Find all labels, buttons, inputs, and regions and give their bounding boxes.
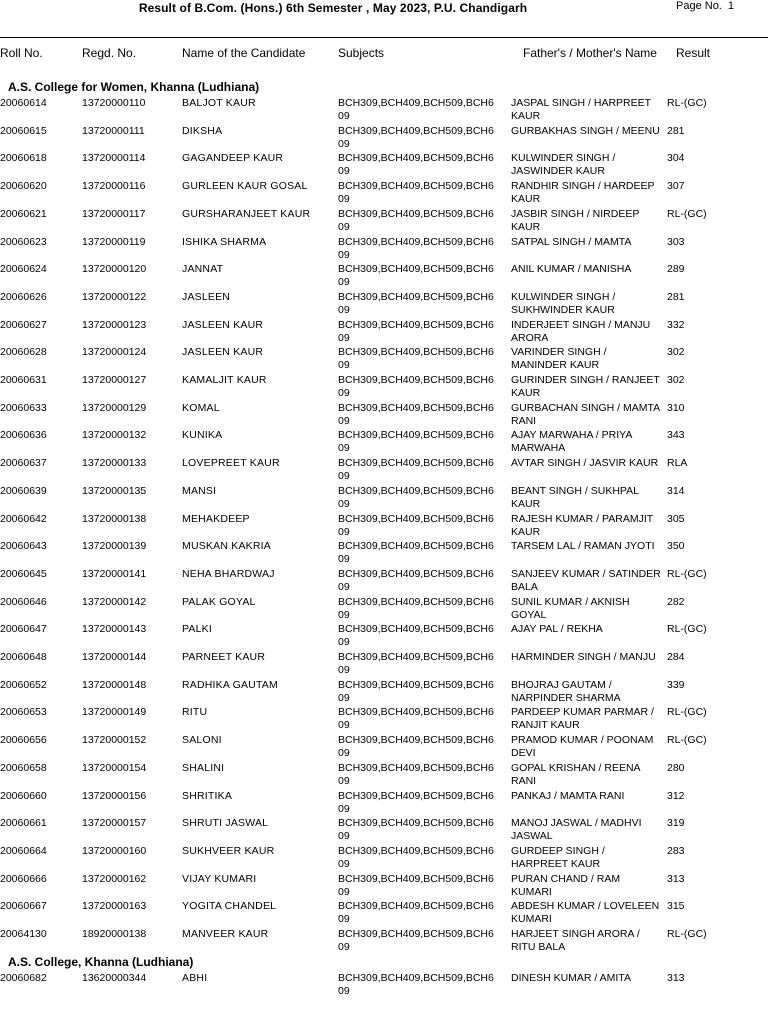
result-cell: 302 xyxy=(667,374,685,386)
table-row xyxy=(0,972,768,1000)
result-cell: 319 xyxy=(667,817,685,830)
parents-name-cell: KULWINDER SINGH / SUKHWINDER KAUR xyxy=(511,290,616,316)
result-cell: 289 xyxy=(667,263,685,276)
table-row xyxy=(0,374,768,402)
parents-name-cell: JASPAL SINGH / HARPREET KAUR xyxy=(511,97,651,122)
candidate-name-cell: MANVEER KAUR xyxy=(182,928,269,940)
subjects-cell: BCH309,BCH409,BCH509,BCH609 xyxy=(338,401,494,427)
table-row xyxy=(0,208,768,236)
roll-number-cell: 20060682 xyxy=(0,972,47,984)
result-cell: 282 xyxy=(667,595,685,608)
table-row xyxy=(0,706,768,734)
result-cell: 350 xyxy=(667,540,685,553)
parents-name-cell: RANDHIR SINGH / HARDEEP KAUR xyxy=(511,180,655,206)
candidate-name-cell: GURSHARANJEET KAUR xyxy=(182,207,311,220)
regd-number-cell: 13720000129 xyxy=(82,401,147,414)
subjects-cell: BCH309,BCH409,BCH509,BCH609 xyxy=(338,706,494,732)
roll-number-cell: 20060620 xyxy=(0,180,47,193)
subjects-cell: BCH309,BCH409,BCH509,BCH609 xyxy=(338,928,494,953)
result-cell: 332 xyxy=(667,318,685,331)
roll-number-cell: 20060623 xyxy=(0,235,47,248)
subjects-cell: BCH309,BCH409,BCH509,BCH609 xyxy=(338,734,494,760)
column-header-subjects: Subjects xyxy=(338,46,385,60)
roll-number-cell: 20060628 xyxy=(0,346,47,359)
candidate-name-cell: LOVEPREET KAUR xyxy=(182,457,280,470)
subjects-cell: BCH309,BCH409,BCH509,BCH609 xyxy=(338,872,494,898)
candidate-name-cell: BALJOT KAUR xyxy=(182,97,256,109)
table-row xyxy=(0,125,768,153)
roll-number-cell: 20060661 xyxy=(0,817,47,830)
roll-number-cell: 20060618 xyxy=(0,152,47,165)
table-row xyxy=(0,540,768,568)
roll-number-cell: 20060645 xyxy=(0,567,47,580)
regd-number-cell: 13720000138 xyxy=(82,512,147,525)
roll-number-cell: 20060660 xyxy=(0,789,47,802)
table-row xyxy=(0,346,768,374)
result-cell: RL-(GC) xyxy=(667,734,707,747)
parents-name-cell: PARDEEP KUMAR PARMAR / RANJIT KAUR xyxy=(511,706,654,732)
roll-number-cell: 20060637 xyxy=(0,457,47,470)
roll-number-cell: 20060646 xyxy=(0,595,47,608)
regd-number-cell: 13720000114 xyxy=(82,152,146,165)
result-cell: 315 xyxy=(667,900,685,913)
table-row xyxy=(0,263,768,291)
regd-number-cell: 13720000156 xyxy=(82,789,147,802)
table-row xyxy=(0,457,768,485)
table-row xyxy=(0,928,768,956)
regd-number-cell: 13720000116 xyxy=(82,180,146,193)
candidate-name-cell: ISHIKA SHARMA xyxy=(182,235,267,248)
parents-name-cell: MANOJ JASWAL / MADHVI JASWAL xyxy=(511,817,642,843)
subjects-cell: BCH309,BCH409,BCH509,BCH609 xyxy=(338,429,494,455)
page-title: Result of B.Com. (Hons.) 6th Semester , May 2023, P.U. Chandigarh xyxy=(138,1,528,15)
roll-number-cell: 20060631 xyxy=(0,374,47,386)
result-cell: 312 xyxy=(667,789,685,802)
subjects-cell: BCH309,BCH409,BCH509,BCH609 xyxy=(338,817,494,843)
result-cell: RL-(GC) xyxy=(667,207,707,220)
parents-name-cell: JASBIR SINGH / NIRDEEP KAUR xyxy=(511,207,640,233)
subjects-cell: BCH309,BCH409,BCH509,BCH609 xyxy=(338,124,494,150)
regd-number-cell: 13720000120 xyxy=(82,263,147,276)
header-rule xyxy=(0,37,768,38)
subjects-cell: BCH309,BCH409,BCH509,BCH609 xyxy=(338,972,494,997)
roll-number-cell: 20060664 xyxy=(0,844,47,857)
regd-number-cell: 13720000117 xyxy=(82,207,146,220)
column-header-candidate-name: Name of the Candidate xyxy=(182,46,306,60)
parents-name-cell: BHOJRAJ GAUTAM / NARPINDER SHARMA xyxy=(511,678,621,704)
table-row xyxy=(0,651,768,679)
column-header-roll-no: Roll No. xyxy=(0,46,43,60)
result-cell: 281 xyxy=(667,124,685,137)
table-row xyxy=(0,180,768,208)
parents-name-cell: GURBAKHAS SINGH / MEENU xyxy=(511,124,660,137)
candidate-name-cell: KUNIKA xyxy=(182,429,223,442)
parents-name-cell: HARMINDER SINGH / MANJU xyxy=(511,651,656,663)
candidate-name-cell: JASLEEN KAUR xyxy=(182,318,264,331)
candidate-name-cell: MEHAKDEEP xyxy=(182,512,250,525)
roll-number-cell: 20060653 xyxy=(0,706,47,719)
subjects-cell: BCH309,BCH409,BCH509,BCH609 xyxy=(338,651,494,676)
roll-number-cell: 20060642 xyxy=(0,512,47,525)
subjects-cell: BCH309,BCH409,BCH509,BCH609 xyxy=(338,595,494,621)
candidate-name-cell: SUKHVEER KAUR xyxy=(182,844,275,857)
regd-number-cell: 13720000132 xyxy=(82,429,147,442)
table-row xyxy=(0,596,768,624)
candidate-name-cell: PALKI xyxy=(182,623,212,636)
parents-name-cell: INDERJEET SINGH / MANJU ARORA xyxy=(511,318,651,344)
parents-name-cell: PANKAJ / MAMTA RANI xyxy=(511,789,625,802)
subjects-cell: BCH309,BCH409,BCH509,BCH609 xyxy=(338,152,494,178)
table-row xyxy=(0,679,768,707)
result-cell: 307 xyxy=(667,180,685,193)
table-row xyxy=(0,762,768,790)
subjects-cell: BCH309,BCH409,BCH509,BCH609 xyxy=(338,263,494,289)
result-cell: 305 xyxy=(667,512,685,525)
table-row xyxy=(0,790,768,818)
candidate-name-cell: MANSI xyxy=(182,484,217,497)
regd-number-cell: 13720000122 xyxy=(82,290,147,303)
candidate-name-cell: SHRITIKA xyxy=(182,789,233,802)
regd-number-cell: 13720000160 xyxy=(82,844,147,857)
parents-name-cell: GURDEEP SINGH / HARPREET KAUR xyxy=(511,844,605,870)
parents-name-cell: ANIL KUMAR / MANISHA xyxy=(511,263,632,276)
candidate-name-cell: MUSKAN KAKRIA xyxy=(182,540,271,553)
regd-number-cell: 13720000154 xyxy=(82,761,147,774)
regd-number-cell: 13720000162 xyxy=(82,872,147,885)
parents-name-cell: AVTAR SINGH / JASVIR KAUR xyxy=(511,457,659,470)
parents-name-cell: SUNIL KUMAR / AKNISH GOYAL xyxy=(511,595,630,621)
candidate-name-cell: SHALINI xyxy=(182,761,225,774)
subjects-cell: BCH309,BCH409,BCH509,BCH609 xyxy=(338,318,494,344)
result-cell: 302 xyxy=(667,346,685,359)
candidate-name-cell: JASLEEN KAUR xyxy=(182,346,264,359)
parents-name-cell: SATPAL SINGH / MAMTA xyxy=(511,235,632,248)
parents-name-cell: GURBACHAN SINGH / MAMTA RANI xyxy=(511,401,660,427)
regd-number-cell: 13720000163 xyxy=(82,900,147,913)
candidate-name-cell: GAGANDEEP KAUR xyxy=(182,152,284,165)
table-row xyxy=(0,429,768,457)
table-row xyxy=(0,97,768,125)
table-row xyxy=(0,319,768,347)
result-cell: 313 xyxy=(667,972,685,984)
candidate-name-cell: VIJAY KUMARI xyxy=(182,872,257,885)
candidate-name-cell: KOMAL xyxy=(182,401,220,414)
regd-number-cell: 13620000344 xyxy=(82,972,147,984)
parents-name-cell: KULWINDER SINGH / JASWINDER KAUR xyxy=(511,152,616,178)
candidate-name-cell: KAMALJIT KAUR xyxy=(182,374,267,386)
regd-number-cell: 13720000111 xyxy=(82,124,145,137)
subjects-cell: BCH309,BCH409,BCH509,BCH609 xyxy=(338,180,494,206)
regd-number-cell: 13720000144 xyxy=(82,651,147,663)
regd-number-cell: 13720000148 xyxy=(82,678,147,691)
roll-number-cell: 20060636 xyxy=(0,429,47,442)
table-row xyxy=(0,513,768,541)
roll-number-cell: 20060627 xyxy=(0,318,47,331)
regd-number-cell: 13720000127 xyxy=(82,374,147,386)
roll-number-cell: 20060621 xyxy=(0,207,47,220)
result-cell: 343 xyxy=(667,429,685,442)
parents-name-cell: AJAY MARWAHA / PRIYA MARWAHA xyxy=(511,429,632,455)
subjects-cell: BCH309,BCH409,BCH509,BCH609 xyxy=(338,374,494,399)
regd-number-cell: 13720000141 xyxy=(82,567,147,580)
column-header-parents-name: Father's / Mother's Name xyxy=(523,46,657,60)
result-cell: RL-(GC) xyxy=(667,97,707,109)
roll-number-cell: 20060614 xyxy=(0,97,47,109)
result-cell: 339 xyxy=(667,678,685,691)
regd-number-cell: 13720000152 xyxy=(82,734,147,747)
table-row xyxy=(0,485,768,513)
parents-name-cell: AJAY PAL / REKHA xyxy=(511,623,603,636)
roll-number-cell: 20060633 xyxy=(0,401,47,414)
candidate-name-cell: PARNEET KAUR xyxy=(182,651,266,663)
regd-number-cell: 13720000133 xyxy=(82,457,147,470)
regd-number-cell: 13720000142 xyxy=(82,595,147,608)
parents-name-cell: TARSEM LAL / RAMAN JYOTI xyxy=(511,540,655,553)
table-row xyxy=(0,623,768,651)
roll-number-cell: 20060639 xyxy=(0,484,47,497)
college-heading: A.S. College, Khanna (Ludhiana) xyxy=(8,955,194,969)
candidate-name-cell: GURLEEN KAUR GOSAL xyxy=(182,180,308,193)
result-cell: 304 xyxy=(667,152,685,165)
parents-name-cell: HARJEET SINGH ARORA / RITU BALA xyxy=(511,928,640,953)
roll-number-cell: 20060624 xyxy=(0,263,47,276)
result-cell: 313 xyxy=(667,872,685,885)
subjects-cell: BCH309,BCH409,BCH509,BCH609 xyxy=(338,512,494,538)
roll-number-cell: 20060652 xyxy=(0,678,47,691)
subjects-cell: BCH309,BCH409,BCH509,BCH609 xyxy=(338,484,494,510)
subjects-cell: BCH309,BCH409,BCH509,BCH609 xyxy=(338,761,494,787)
subjects-cell: BCH309,BCH409,BCH509,BCH609 xyxy=(338,623,494,649)
subjects-cell: BCH309,BCH409,BCH509,BCH609 xyxy=(338,789,494,815)
candidate-name-cell: JASLEEN xyxy=(182,290,231,303)
result-cell: RL-(GC) xyxy=(667,623,707,636)
subjects-cell: BCH309,BCH409,BCH509,BCH609 xyxy=(338,678,494,704)
candidate-name-cell: RITU xyxy=(182,706,208,719)
result-cell: RLA xyxy=(667,457,688,470)
table-row xyxy=(0,236,768,264)
table-row xyxy=(0,900,768,928)
column-header-result: Result xyxy=(676,46,711,60)
college-heading: A.S. College for Women, Khanna (Ludhiana) xyxy=(8,80,260,94)
roll-number-cell: 20060647 xyxy=(0,623,47,636)
roll-number-cell: 20064130 xyxy=(0,928,47,940)
result-cell: RL-(GC) xyxy=(667,706,707,719)
result-cell: 281 xyxy=(667,290,685,303)
table-row xyxy=(0,734,768,762)
roll-number-cell: 20060626 xyxy=(0,290,47,303)
column-header-regd-no: Regd. No. xyxy=(82,46,137,60)
candidate-name-cell: NEHA BHARDWAJ xyxy=(182,567,275,580)
subjects-cell: BCH309,BCH409,BCH509,BCH609 xyxy=(338,540,494,566)
candidate-name-cell: ABHI xyxy=(182,972,208,984)
subjects-cell: BCH309,BCH409,BCH509,BCH609 xyxy=(338,346,494,372)
regd-number-cell: 13720000139 xyxy=(82,540,147,553)
subjects-cell: BCH309,BCH409,BCH509,BCH609 xyxy=(338,235,494,261)
roll-number-cell: 20060615 xyxy=(0,124,47,137)
regd-number-cell: 13720000124 xyxy=(82,346,147,359)
regd-number-cell: 13720000110 xyxy=(82,97,146,109)
candidate-name-cell: DIKSHA xyxy=(182,124,223,137)
subjects-cell: BCH309,BCH409,BCH509,BCH609 xyxy=(338,290,494,316)
parents-name-cell: GURINDER SINGH / RANJEET KAUR xyxy=(511,374,660,399)
result-cell: 310 xyxy=(667,401,685,414)
parents-name-cell: VARINDER SINGH / MANINDER KAUR xyxy=(511,346,607,372)
parents-name-cell: PURAN CHAND / RAM KUMARI xyxy=(511,872,621,898)
regd-number-cell: 13720000135 xyxy=(82,484,147,497)
parents-name-cell: DINESH KUMAR / AMITA xyxy=(511,972,631,984)
parents-name-cell: ABDESH KUMAR / LOVELEEN KUMARI xyxy=(511,900,660,926)
candidate-name-cell: RADHIKA GAUTAM xyxy=(182,678,278,691)
table-row xyxy=(0,873,768,901)
result-cell: RL-(GC) xyxy=(667,928,707,940)
table-row xyxy=(0,402,768,430)
table-row xyxy=(0,152,768,180)
regd-number-cell: 13720000149 xyxy=(82,706,147,719)
candidate-name-cell: YOGITA CHANDEL xyxy=(182,900,277,913)
subjects-cell: BCH309,BCH409,BCH509,BCH609 xyxy=(338,97,494,122)
regd-number-cell: 13720000119 xyxy=(82,235,146,248)
roll-number-cell: 20060667 xyxy=(0,900,47,913)
subjects-cell: BCH309,BCH409,BCH509,BCH609 xyxy=(338,900,494,926)
regd-number-cell: 13720000123 xyxy=(82,318,147,331)
candidate-name-cell: PALAK GOYAL xyxy=(182,595,256,608)
parents-name-cell: RAJESH KUMAR / PARAMJIT KAUR xyxy=(511,512,653,538)
result-cell: 284 xyxy=(667,651,685,663)
subjects-cell: BCH309,BCH409,BCH509,BCH609 xyxy=(338,567,494,593)
parents-name-cell: BEANT SINGH / SUKHPAL KAUR xyxy=(511,484,639,510)
regd-number-cell: 13720000143 xyxy=(82,623,147,636)
table-row xyxy=(0,291,768,319)
parents-name-cell: SANJEEV KUMAR / SATINDER BALA xyxy=(511,567,661,593)
table-row xyxy=(0,568,768,596)
roll-number-cell: 20060643 xyxy=(0,540,47,553)
candidate-name-cell: JANNAT xyxy=(182,263,224,276)
parents-name-cell: PRAMOD KUMAR / POONAM DEVI xyxy=(511,734,654,760)
parents-name-cell: GOPAL KRISHAN / REENA RANI xyxy=(511,761,640,787)
result-cell: RL-(GC) xyxy=(667,567,707,580)
roll-number-cell: 20060648 xyxy=(0,651,47,663)
result-cell: 280 xyxy=(667,761,685,774)
regd-number-cell: 13720000157 xyxy=(82,817,147,830)
table-row xyxy=(0,845,768,873)
subjects-cell: BCH309,BCH409,BCH509,BCH609 xyxy=(338,457,494,483)
roll-number-cell: 20060666 xyxy=(0,872,47,885)
subjects-cell: BCH309,BCH409,BCH509,BCH609 xyxy=(338,207,494,233)
table-row xyxy=(0,817,768,845)
result-cell: 303 xyxy=(667,235,685,248)
candidate-name-cell: SALONI xyxy=(182,734,222,747)
candidate-name-cell: SHRUTI JASWAL xyxy=(182,817,269,830)
regd-number-cell: 18920000138 xyxy=(82,928,147,940)
result-cell: 283 xyxy=(667,844,685,857)
result-cell: 314 xyxy=(667,484,685,497)
roll-number-cell: 20060656 xyxy=(0,734,47,747)
page-number: Page No. 1 xyxy=(676,0,734,12)
subjects-cell: BCH309,BCH409,BCH509,BCH609 xyxy=(338,844,494,870)
roll-number-cell: 20060658 xyxy=(0,761,47,774)
